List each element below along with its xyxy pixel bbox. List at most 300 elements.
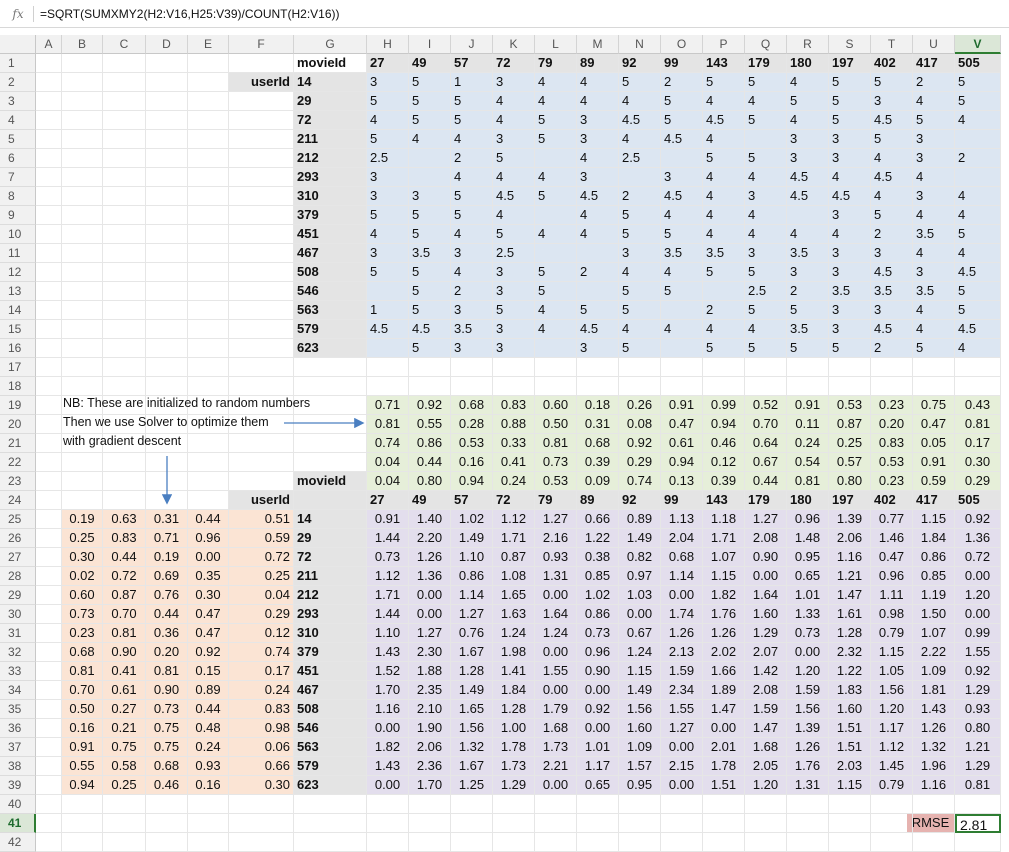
empty-cell[interactable] [36, 149, 62, 168]
empty-cell[interactable] [913, 795, 955, 814]
empty-cell[interactable] [36, 434, 62, 453]
empty-cell[interactable] [493, 814, 535, 833]
user-factor-cell[interactable]: 0.20 [146, 643, 188, 662]
empty-cell[interactable] [229, 149, 294, 168]
prediction-cell[interactable]: 1.51 [829, 719, 871, 738]
prediction-cell[interactable]: 2.06 [409, 738, 451, 757]
prediction-cell[interactable]: 1.39 [787, 719, 829, 738]
row-header-15[interactable]: 15 [0, 320, 36, 339]
column-header-g[interactable]: G [294, 35, 367, 54]
empty-cell[interactable] [745, 377, 787, 396]
rating-cell[interactable]: 2 [577, 263, 619, 282]
empty-cell[interactable] [188, 168, 229, 187]
empty-cell[interactable] [36, 320, 62, 339]
prediction-cell[interactable]: 1.33 [787, 605, 829, 624]
empty-cell[interactable] [229, 472, 294, 491]
empty-cell[interactable] [103, 472, 146, 491]
user-factor-cell[interactable]: 0.44 [146, 605, 188, 624]
empty-cell[interactable] [146, 187, 188, 206]
rating-cell[interactable]: 5 [577, 301, 619, 320]
column-header-n[interactable]: N [619, 35, 661, 54]
rating-cell[interactable]: 4 [787, 225, 829, 244]
prediction-cell[interactable]: 1.39 [829, 510, 871, 529]
prediction-cell[interactable]: 0.73 [367, 548, 409, 567]
rating-cell[interactable]: 5 [955, 225, 1001, 244]
prediction-cell[interactable]: 1.46 [871, 529, 913, 548]
user-factor-cell[interactable]: 0.21 [103, 719, 146, 738]
rating-cell[interactable]: 3 [367, 73, 409, 92]
rating-cell[interactable]: 4.5 [577, 320, 619, 339]
movie-factor-cell[interactable]: 0.24 [787, 434, 829, 453]
user-factor-cell[interactable]: 0.41 [103, 662, 146, 681]
rating-cell[interactable]: 4 [829, 225, 871, 244]
prediction-cell[interactable]: 1.13 [661, 510, 703, 529]
row-header-37[interactable]: 37 [0, 738, 36, 757]
prediction-cell[interactable]: 0.00 [367, 776, 409, 795]
prediction-cell[interactable]: 0.00 [367, 719, 409, 738]
movie-factor-cell[interactable]: 0.83 [871, 434, 913, 453]
rating-cell[interactable]: 4 [451, 168, 493, 187]
prediction-cell[interactable]: 1.20 [745, 776, 787, 795]
row-header-38[interactable]: 38 [0, 757, 36, 776]
prediction-cell[interactable]: 0.89 [619, 510, 661, 529]
empty-cell[interactable] [62, 301, 103, 320]
rating-cell[interactable] [367, 282, 409, 301]
row-header-1[interactable]: 1 [0, 54, 36, 73]
empty-cell[interactable] [535, 377, 577, 396]
prediction-cell[interactable]: 1.12 [493, 510, 535, 529]
empty-cell[interactable] [294, 434, 367, 453]
empty-cell[interactable] [451, 795, 493, 814]
rating-cell[interactable]: 5 [535, 130, 577, 149]
user-factor-cell[interactable]: 0.24 [229, 681, 294, 700]
user-factor-cell[interactable]: 0.30 [62, 548, 103, 567]
user-id[interactable]: 546 [294, 719, 367, 738]
row-header-22[interactable]: 22 [0, 453, 36, 472]
movie-factor-cell[interactable]: 0.83 [493, 396, 535, 415]
rating-cell[interactable]: 2 [703, 301, 745, 320]
column-header-r[interactable]: R [787, 35, 829, 54]
prediction-cell[interactable]: 2.08 [745, 681, 787, 700]
prediction-cell[interactable]: 0.00 [619, 605, 661, 624]
empty-cell[interactable] [829, 358, 871, 377]
prediction-cell[interactable]: 0.90 [745, 548, 787, 567]
user-factor-cell[interactable]: 0.81 [103, 624, 146, 643]
user-factor-cell[interactable]: 0.47 [188, 605, 229, 624]
rating-cell[interactable]: 3 [451, 244, 493, 263]
rating-cell[interactable]: 3 [493, 320, 535, 339]
empty-cell[interactable] [409, 358, 451, 377]
prediction-cell[interactable]: 1.55 [955, 643, 1001, 662]
rating-cell[interactable]: 3 [661, 168, 703, 187]
rating-cell[interactable]: 4 [577, 225, 619, 244]
empty-cell[interactable] [36, 111, 62, 130]
empty-cell[interactable] [146, 358, 188, 377]
movie-id[interactable]: 79 [535, 491, 577, 510]
empty-cell[interactable] [661, 795, 703, 814]
rating-cell[interactable]: 5 [787, 339, 829, 358]
prediction-cell[interactable]: 0.00 [745, 567, 787, 586]
empty-cell[interactable] [36, 415, 62, 434]
prediction-cell[interactable]: 0.85 [577, 567, 619, 586]
prediction-cell[interactable]: 0.00 [955, 605, 1001, 624]
prediction-cell[interactable]: 1.27 [451, 605, 493, 624]
empty-cell[interactable] [146, 130, 188, 149]
prediction-cell[interactable]: 1.50 [913, 605, 955, 624]
rating-cell[interactable]: 4.5 [871, 263, 913, 282]
empty-cell[interactable] [294, 814, 367, 833]
rating-cell[interactable]: 5 [619, 206, 661, 225]
prediction-cell[interactable]: 1.14 [451, 586, 493, 605]
user-factor-cell[interactable]: 0.30 [188, 586, 229, 605]
rating-cell[interactable]: 5 [619, 225, 661, 244]
user-factor-cell[interactable]: 0.50 [62, 700, 103, 719]
empty-cell[interactable] [188, 54, 229, 73]
user-factor-cell[interactable]: 0.70 [62, 681, 103, 700]
user-id[interactable]: 14 [294, 73, 367, 92]
rating-cell[interactable]: 5 [745, 73, 787, 92]
prediction-cell[interactable]: 1.76 [787, 757, 829, 776]
prediction-cell[interactable]: 1.60 [829, 700, 871, 719]
prediction-cell[interactable]: 0.00 [661, 738, 703, 757]
empty-cell[interactable] [871, 358, 913, 377]
prediction-cell[interactable]: 1.42 [745, 662, 787, 681]
empty-cell[interactable] [62, 187, 103, 206]
empty-cell[interactable] [36, 624, 62, 643]
row-header-10[interactable]: 10 [0, 225, 36, 244]
empty-cell[interactable] [188, 187, 229, 206]
prediction-cell[interactable]: 0.73 [787, 624, 829, 643]
movie-factor-cell[interactable]: 0.46 [703, 434, 745, 453]
movie-factor-cell[interactable]: 0.91 [661, 396, 703, 415]
rating-cell[interactable]: 5 [787, 92, 829, 111]
user-factor-cell[interactable]: 0.66 [229, 757, 294, 776]
row-header-28[interactable]: 28 [0, 567, 36, 586]
row-header-24[interactable]: 24 [0, 491, 36, 510]
empty-cell[interactable] [36, 700, 62, 719]
movie-factor-cell[interactable]: 0.04 [367, 472, 409, 491]
user-factor-cell[interactable]: 0.98 [229, 719, 294, 738]
user-id[interactable]: 563 [294, 738, 367, 757]
prediction-cell[interactable]: 1.41 [493, 662, 535, 681]
column-header-v[interactable]: V [955, 35, 1001, 54]
rating-cell[interactable]: 4 [913, 320, 955, 339]
empty-cell[interactable] [229, 358, 294, 377]
rating-cell[interactable]: 4 [745, 168, 787, 187]
column-header-j[interactable]: J [451, 35, 493, 54]
user-factor-cell[interactable]: 0.73 [62, 605, 103, 624]
empty-cell[interactable] [188, 301, 229, 320]
rating-cell[interactable]: 3 [493, 130, 535, 149]
prediction-cell[interactable]: 1.56 [619, 700, 661, 719]
prediction-cell[interactable]: 1.27 [661, 719, 703, 738]
rating-cell[interactable]: 5 [745, 339, 787, 358]
prediction-cell[interactable]: 2.15 [661, 757, 703, 776]
prediction-cell[interactable]: 0.92 [955, 510, 1001, 529]
row-header-42[interactable]: 42 [0, 833, 36, 852]
row-header-25[interactable]: 25 [0, 510, 36, 529]
prediction-cell[interactable]: 1.32 [913, 738, 955, 757]
rating-cell[interactable]: 4 [745, 320, 787, 339]
empty-cell[interactable] [103, 244, 146, 263]
prediction-cell[interactable]: 1.59 [661, 662, 703, 681]
prediction-cell[interactable]: 0.00 [703, 719, 745, 738]
prediction-cell[interactable]: 1.73 [493, 757, 535, 776]
movie-factor-cell[interactable]: 0.39 [577, 453, 619, 472]
user-id[interactable]: 563 [294, 301, 367, 320]
empty-cell[interactable] [62, 92, 103, 111]
user-factor-cell[interactable]: 0.72 [103, 567, 146, 586]
empty-cell[interactable] [146, 339, 188, 358]
rating-cell[interactable]: 4 [955, 339, 1001, 358]
movie-factor-cell[interactable]: 0.16 [451, 453, 493, 472]
prediction-cell[interactable]: 1.24 [535, 624, 577, 643]
empty-cell[interactable] [146, 814, 188, 833]
rating-cell[interactable]: 4 [409, 130, 451, 149]
rating-cell[interactable]: 5 [619, 73, 661, 92]
user-factor-cell[interactable]: 0.89 [188, 681, 229, 700]
empty-cell[interactable] [787, 795, 829, 814]
column-header-h[interactable]: H [367, 35, 409, 54]
user-id[interactable]: 29 [294, 92, 367, 111]
prediction-cell[interactable]: 2.36 [409, 757, 451, 776]
empty-cell[interactable] [829, 377, 871, 396]
empty-cell[interactable] [787, 814, 829, 833]
rating-cell[interactable]: 5 [409, 263, 451, 282]
empty-cell[interactable] [36, 662, 62, 681]
empty-cell[interactable] [36, 377, 62, 396]
prediction-cell[interactable]: 1.29 [493, 776, 535, 795]
rating-cell[interactable]: 5 [409, 206, 451, 225]
rating-cell[interactable]: 2 [787, 282, 829, 301]
prediction-cell[interactable]: 1.47 [703, 700, 745, 719]
prediction-cell[interactable]: 0.76 [451, 624, 493, 643]
prediction-cell[interactable]: 0.93 [535, 548, 577, 567]
prediction-cell[interactable]: 1.56 [451, 719, 493, 738]
empty-cell[interactable] [229, 282, 294, 301]
rating-cell[interactable]: 4 [535, 92, 577, 111]
prediction-cell[interactable]: 0.96 [577, 643, 619, 662]
empty-cell[interactable] [146, 92, 188, 111]
empty-cell[interactable] [62, 472, 103, 491]
rating-cell[interactable]: 5 [745, 263, 787, 282]
prediction-cell[interactable]: 1.20 [871, 700, 913, 719]
empty-cell[interactable] [913, 377, 955, 396]
movie-factor-cell[interactable]: 0.92 [619, 434, 661, 453]
prediction-cell[interactable]: 1.67 [451, 643, 493, 662]
rating-cell[interactable]: 4 [619, 92, 661, 111]
fx-icon[interactable]: fx [12, 7, 24, 21]
rating-cell[interactable] [367, 339, 409, 358]
column-header-d[interactable]: D [146, 35, 188, 54]
prediction-cell[interactable]: 1.14 [661, 567, 703, 586]
rating-cell[interactable]: 5 [493, 149, 535, 168]
movie-factor-cell[interactable]: 0.60 [535, 396, 577, 415]
prediction-cell[interactable]: 1.28 [493, 700, 535, 719]
user-factor-cell[interactable]: 0.00 [188, 548, 229, 567]
row-header-12[interactable]: 12 [0, 263, 36, 282]
prediction-cell[interactable]: 2.07 [745, 643, 787, 662]
movie-factor-cell[interactable]: 0.24 [493, 472, 535, 491]
movie-id[interactable]: 417 [913, 54, 955, 73]
row-header-8[interactable]: 8 [0, 187, 36, 206]
rating-cell[interactable]: 5 [745, 149, 787, 168]
rating-cell[interactable]: 4 [535, 225, 577, 244]
prediction-cell[interactable]: 1.27 [409, 624, 451, 643]
rmse-value[interactable]: 2.81 [955, 814, 1001, 833]
row-header-40[interactable]: 40 [0, 795, 36, 814]
rating-cell[interactable]: 5 [829, 111, 871, 130]
empty-cell[interactable] [103, 339, 146, 358]
user-factor-cell[interactable]: 0.36 [146, 624, 188, 643]
empty-cell[interactable] [103, 92, 146, 111]
empty-cell[interactable] [703, 795, 745, 814]
prediction-cell[interactable]: 1.55 [661, 700, 703, 719]
empty-cell[interactable] [36, 263, 62, 282]
empty-cell[interactable] [367, 358, 409, 377]
rating-cell[interactable]: 4 [577, 73, 619, 92]
movie-id[interactable]: 180 [787, 54, 829, 73]
rating-cell[interactable]: 5 [745, 111, 787, 130]
rating-cell[interactable]: 3 [409, 187, 451, 206]
empty-cell[interactable] [229, 206, 294, 225]
user-factor-cell[interactable]: 0.24 [188, 738, 229, 757]
prediction-cell[interactable]: 1.21 [955, 738, 1001, 757]
user-factor-cell[interactable]: 0.71 [146, 529, 188, 548]
rating-cell[interactable]: 5 [409, 282, 451, 301]
movie-factor-cell[interactable]: 0.12 [703, 453, 745, 472]
prediction-cell[interactable]: 0.73 [577, 624, 619, 643]
prediction-cell[interactable]: 0.38 [577, 548, 619, 567]
movie-factor-cell[interactable]: 0.53 [829, 396, 871, 415]
prediction-cell[interactable]: 0.92 [955, 662, 1001, 681]
prediction-cell[interactable]: 1.27 [535, 510, 577, 529]
prediction-cell[interactable]: 2.20 [409, 529, 451, 548]
prediction-cell[interactable]: 0.91 [367, 510, 409, 529]
empty-cell[interactable] [577, 377, 619, 396]
user-factor-cell[interactable]: 0.74 [229, 643, 294, 662]
empty-cell[interactable] [703, 358, 745, 377]
user-factor-cell[interactable]: 0.58 [103, 757, 146, 776]
rating-cell[interactable]: 4.5 [787, 168, 829, 187]
user-factor-cell[interactable]: 0.29 [229, 605, 294, 624]
movie-factor-cell[interactable]: 0.94 [451, 472, 493, 491]
prediction-cell[interactable]: 0.86 [451, 567, 493, 586]
rating-cell[interactable]: 3 [871, 92, 913, 111]
user-id[interactable]: 212 [294, 586, 367, 605]
empty-cell[interactable] [103, 814, 146, 833]
rating-cell[interactable]: 5 [367, 263, 409, 282]
rating-cell[interactable]: 5 [703, 149, 745, 168]
user-id[interactable]: 579 [294, 320, 367, 339]
rating-cell[interactable]: 3 [367, 187, 409, 206]
user-factor-cell[interactable]: 0.83 [229, 700, 294, 719]
rating-cell[interactable]: 4.5 [577, 187, 619, 206]
empty-cell[interactable] [146, 453, 188, 472]
movie-factor-cell[interactable]: 0.80 [829, 472, 871, 491]
empty-cell[interactable] [188, 225, 229, 244]
rating-cell[interactable]: 4 [619, 320, 661, 339]
rating-cell[interactable] [619, 168, 661, 187]
prediction-cell[interactable]: 1.61 [829, 605, 871, 624]
prediction-cell[interactable]: 1.36 [409, 567, 451, 586]
empty-cell[interactable] [703, 814, 745, 833]
empty-cell[interactable] [36, 491, 62, 510]
user-id[interactable]: 211 [294, 567, 367, 586]
rating-cell[interactable]: 2 [871, 339, 913, 358]
empty-cell[interactable] [36, 54, 62, 73]
column-header-p[interactable]: P [703, 35, 745, 54]
rating-cell[interactable]: 4 [367, 111, 409, 130]
empty-cell[interactable] [229, 301, 294, 320]
empty-cell[interactable] [36, 73, 62, 92]
rating-cell[interactable]: 4.5 [955, 320, 1001, 339]
rating-cell[interactable]: 5 [367, 130, 409, 149]
user-factor-cell[interactable]: 0.23 [62, 624, 103, 643]
movie-factor-cell[interactable]: 0.99 [703, 396, 745, 415]
empty-cell[interactable] [36, 814, 62, 833]
empty-cell[interactable] [36, 187, 62, 206]
prediction-cell[interactable]: 1.44 [367, 529, 409, 548]
prediction-cell[interactable]: 0.77 [871, 510, 913, 529]
row-header-4[interactable]: 4 [0, 111, 36, 130]
empty-cell[interactable] [36, 643, 62, 662]
rating-cell[interactable]: 3.5 [661, 244, 703, 263]
rating-cell[interactable]: 4 [871, 187, 913, 206]
prediction-cell[interactable]: 1.84 [913, 529, 955, 548]
prediction-cell[interactable]: 1.09 [619, 738, 661, 757]
user-id[interactable]: 212 [294, 149, 367, 168]
rating-cell[interactable]: 1 [367, 301, 409, 320]
empty-cell[interactable] [229, 453, 294, 472]
empty-cell[interactable] [103, 263, 146, 282]
userid-label-2[interactable]: userId [229, 491, 294, 510]
rating-cell[interactable]: 3 [829, 301, 871, 320]
rating-cell[interactable]: 5 [661, 92, 703, 111]
empty-cell[interactable] [146, 111, 188, 130]
prediction-cell[interactable]: 1.47 [745, 719, 787, 738]
prediction-cell[interactable]: 0.68 [661, 548, 703, 567]
rating-cell[interactable]: 4 [577, 149, 619, 168]
rating-cell[interactable]: 4 [703, 225, 745, 244]
empty-cell[interactable] [146, 282, 188, 301]
user-factor-cell[interactable]: 0.12 [229, 624, 294, 643]
prediction-cell[interactable]: 1.89 [703, 681, 745, 700]
empty-cell[interactable] [188, 111, 229, 130]
empty-cell[interactable] [619, 795, 661, 814]
rating-cell[interactable]: 4 [955, 187, 1001, 206]
prediction-cell[interactable]: 2.13 [661, 643, 703, 662]
empty-cell[interactable] [103, 130, 146, 149]
empty-cell[interactable] [36, 738, 62, 757]
column-header-b[interactable]: B [62, 35, 103, 54]
rating-cell[interactable] [535, 244, 577, 263]
prediction-cell[interactable]: 1.08 [493, 567, 535, 586]
user-factor-cell[interactable]: 0.75 [146, 738, 188, 757]
rating-cell[interactable]: 5 [493, 225, 535, 244]
movie-factor-cell[interactable]: 0.54 [787, 453, 829, 472]
empty-cell[interactable] [535, 795, 577, 814]
rating-cell[interactable]: 3.5 [787, 244, 829, 263]
prediction-cell[interactable]: 0.00 [661, 776, 703, 795]
rating-cell[interactable]: 5 [871, 130, 913, 149]
rating-cell[interactable]: 4.5 [787, 187, 829, 206]
empty-cell[interactable] [62, 814, 103, 833]
movie-factor-cell[interactable]: 0.67 [745, 453, 787, 472]
movie-factor-cell[interactable]: 0.80 [409, 472, 451, 491]
prediction-cell[interactable]: 1.78 [493, 738, 535, 757]
prediction-cell[interactable]: 1.49 [619, 529, 661, 548]
